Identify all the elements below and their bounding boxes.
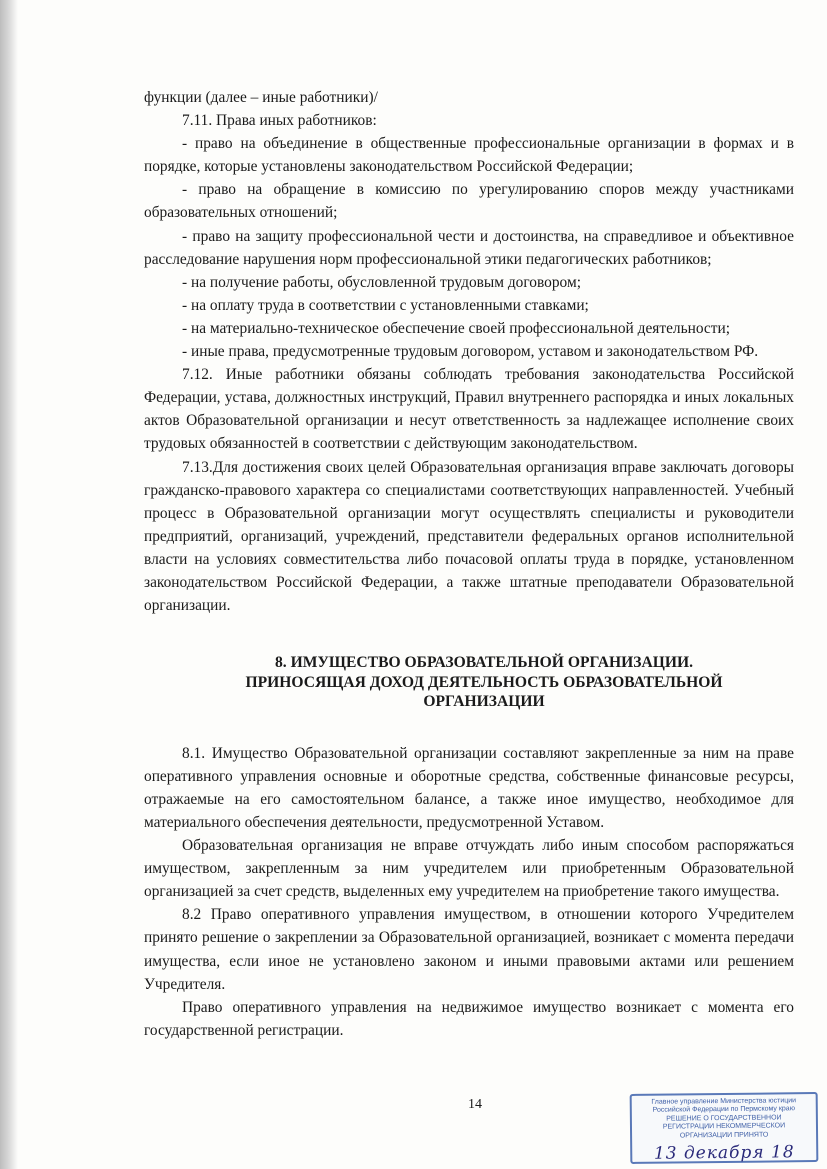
- section-heading-line: 8. ИМУЩЕСТВО ОБРАЗОВАТЕЛЬНОЙ ОРГАНИЗАЦИИ.: [275, 654, 693, 672]
- list-item: - право на обращение в комиссию по урегулированию споров между участниками образовательных отношений;: [144, 181, 794, 222]
- document-body: [144, 86, 794, 1042]
- stamp-line: ОРГАНИЗАЦИИ ПРИНЯТО: [679, 1131, 769, 1140]
- section-heading-line: ОРГАНИЗАЦИИ: [423, 693, 545, 711]
- list-item: - на получение работы, обусловленной трудовым договором;: [182, 273, 581, 291]
- stamp-handwritten-date: 13 декабря 18: [653, 1142, 795, 1164]
- clause-7-11-heading: 7.11. Права иных работников:: [182, 112, 377, 130]
- paragraph: Образовательная организация не вправе отчуждать либо иным способом распоряжаться имуществом, закрепленным за ним учредителем или приобретенным Образовательной организацией за счет средств, выделенных ему учредителем на приобретение такого имущества.: [144, 837, 794, 901]
- scan-spine-shadow: [0, 0, 18, 1169]
- section-heading: [144, 653, 794, 712]
- list-item: - на оплату труда в соответствии с установленными ставками;: [182, 296, 589, 314]
- list-item: - право на объединение в общественные профессиональные организации в формах и в порядке, которые установлены законодательством Российской Федерации;: [144, 135, 794, 176]
- paragraph-continuation: функции (далее – иные работники)/: [144, 89, 378, 106]
- clause-7-13: 7.13.Для достижения своих целей Образовательная организация вправе заключать договоры гражданско-правового характера со специалистами соответствующих направленностей. Учебный процесс в Образовательной организации могут осуществлять специалисты и руководители предприятий, организаций, учреждений, представители федеральных органов исполнительной власти на условиях совместительства либо почасовой оплаты труда в порядке, установленном законодательством Российской Федерации, а также штатные преподаватели Образовательной организации.: [144, 458, 794, 615]
- section-heading-line: ПРИНОСЯЩАЯ ДОХОД ДЕЯТЕЛЬНОСТЬ ОБРАЗОВАТЕЛЬНОЙ: [245, 673, 723, 691]
- clause-8-1: 8.1. Имущество Образовательной организации составляют закрепленные за ним на праве оперативного управления основные и оборотные средства, собственные финансовые ресурсы, отражаемые на его самостоятельном балансе, а также иное имущество, необходимое для материального обеспечения деятельности, предусмотренной Уставом.: [144, 744, 794, 831]
- clause-7-12: 7.12. Иные работники обязаны соблюдать требования законодательства Российской Федерации, устава, должностных инструкций, Правил внутреннего распорядка и иных локальных актов Образовательной организации и несут ответственность за надлежащее исполнение своих трудовых обязанностей в соответствии с действующим законодательством.: [144, 366, 794, 453]
- stamp-line: РЕГИСТРАЦИИ НЕКОММЕРЧЕСКОЙ: [662, 1122, 786, 1131]
- list-item: - на материально-техническое обеспечение своей профессиональной деятельности;: [182, 319, 731, 337]
- clause-8-2: 8.2 Право оперативного управления имуществом, в отношении которого Учредителем принято решение о закреплении за Образовательной организацией, возникает с момента передачи имущества, если иное не установлено законом и иными правовыми актами или решением Учредителя.: [144, 906, 794, 993]
- page-number: 14: [468, 1097, 482, 1112]
- registration-stamp: [630, 1092, 819, 1164]
- stamp-line: Главное управление Министерства юстиции: [651, 1097, 797, 1106]
- spacer: [144, 617, 794, 653]
- list-item: - право на защиту профессиональной чести и достоинства, на справедливое и объективное расследование нарушения норм профессиональной этики педагогических работников;: [144, 227, 794, 268]
- stamp-line: РЕШЕНИЕ О ГОСУДАРСТВЕННОЙ: [666, 1114, 782, 1123]
- list-item: - иные права, предусмотренные трудовым договором, уставом и законодательством РФ.: [182, 343, 759, 361]
- spacer: [144, 712, 794, 742]
- stamp-line: Российской Федерации по Пермскому краю: [652, 1105, 795, 1115]
- paragraph: Право оперативного управления на недвижимое имущество возникает с момента его государственной регистрации.: [144, 998, 794, 1039]
